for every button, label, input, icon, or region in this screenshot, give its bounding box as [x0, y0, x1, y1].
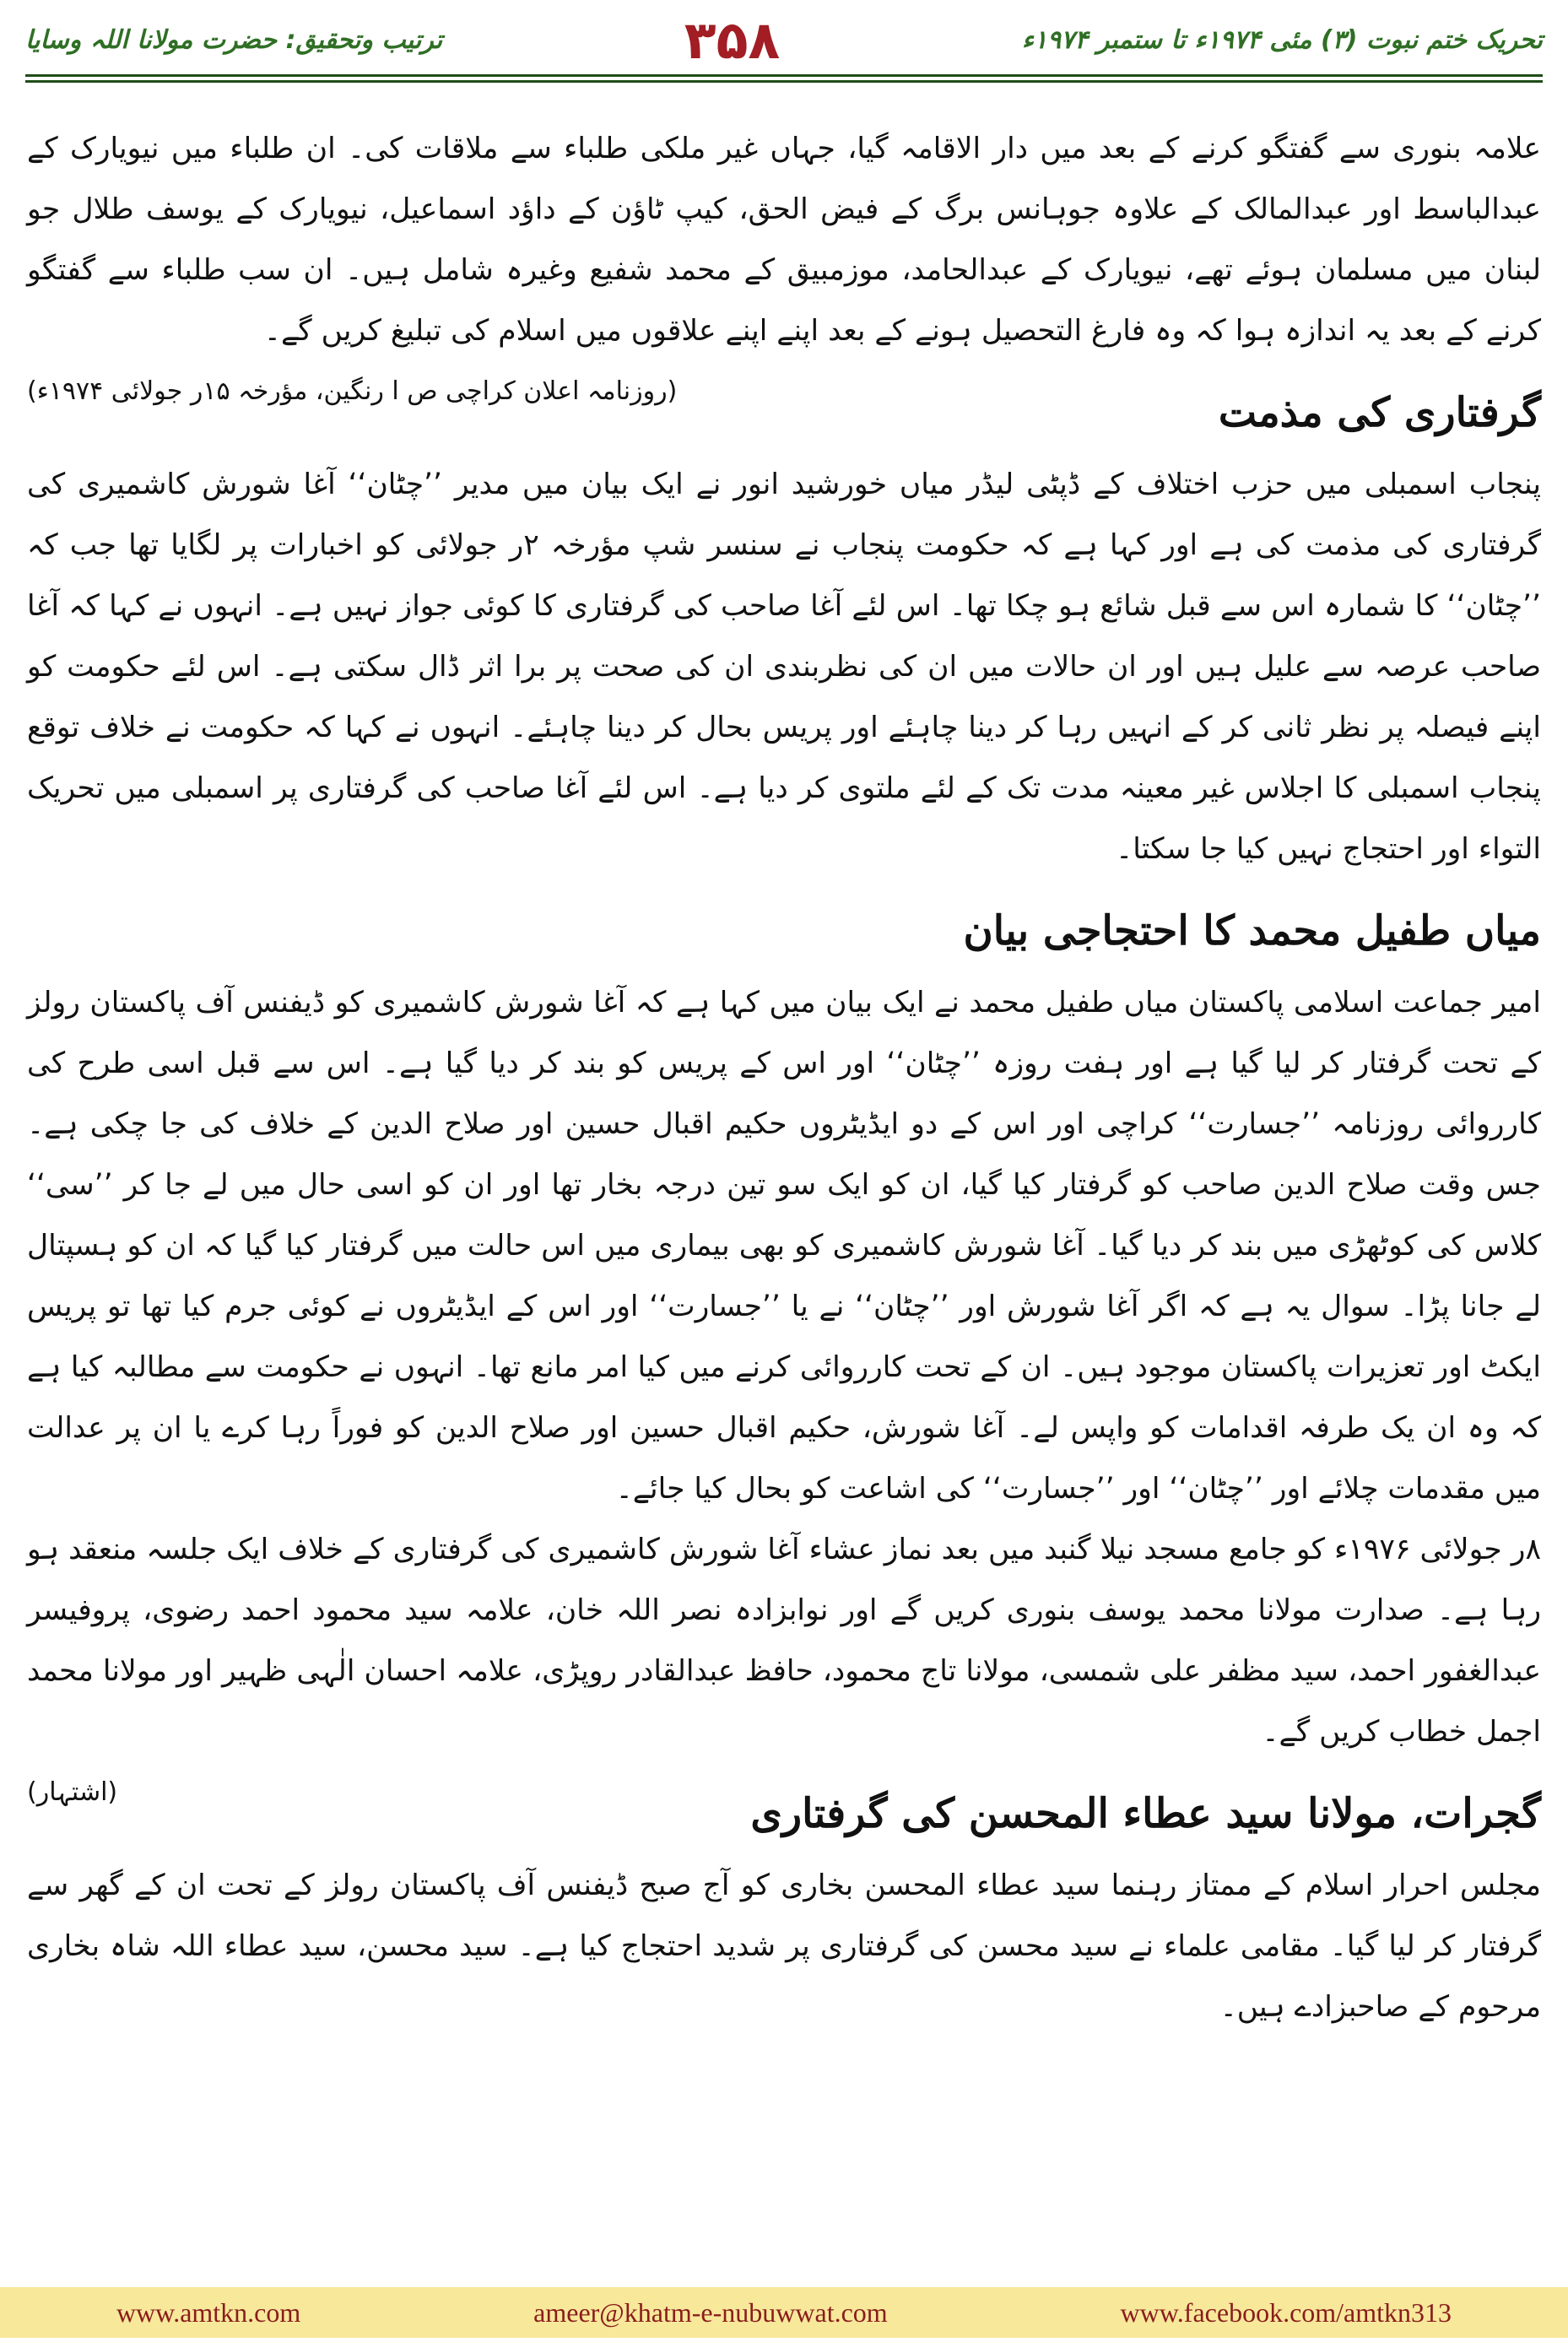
section-tufail-statement — [27, 895, 1542, 1807]
footer-website-link[interactable]: www.amtkn.com — [116, 2296, 301, 2328]
citation: (اشتہار) — [27, 1777, 118, 1807]
header-rule-top — [25, 74, 1543, 77]
section-heading: میاں طفیل محمد کا احتجاجی بیان — [963, 907, 1541, 955]
section-student-visit — [27, 118, 1541, 406]
article-body — [27, 118, 1541, 2279]
header-book-title: تحریک ختم نبوت (۳) مئی ۱۹۷۴ء تا ستمبر ۱۹۷۴ء — [1021, 25, 1543, 55]
section-heading: گجرات، مولانا سید عطاء المحسن کی گرفتاری — [750, 1790, 1541, 1837]
header-rule-bottom — [25, 80, 1543, 83]
section-arrest-condemnation — [27, 376, 1541, 879]
paragraph: مجلس احرار اسلام کے ممتاز رہنما سید عطاء المحسن بخاری کو آج صبح ڈیفنس آف پاکستان رولز کے تحت ان کے گھر سے گرفتار کر لیا گیا۔ مقامی علماء نے سید محسن کی گرفتاری پر شدید احتجاج کیا ہے۔ سید محسن، سید عطاء اللہ شاہ بخاری مرحوم کے صاحبزادے ہیں۔ — [27, 1869, 1541, 2024]
paragraph: پنجاب اسمبلی میں حزب اختلاف کے ڈپٹی لیڈر میاں خورشید انور نے ایک بیان میں مدیر ’’چٹان‘‘ آغا شورش کاشمیری کی گرفتاری کی مذمت کی ہے اور کہا ہے کہ حکومت پنجاب نے سنسر شپ مؤرخہ ۲ر جولائی کو اخبارات پر لگایا تھا جب کہ ’’چٹان‘‘ کا شمارہ اس سے قبل شائع ہو چکا تھا۔ اس لئے آغا صاحب کی گرفتاری کا کوئی جواز نہیں ہے۔ انہوں نے کہا کہ آغا صاحب عرصہ سے علیل ہیں اور ان حالات میں ان کی نظربندی ان کی صحت پر برا اثر ڈال سکتی ہے۔ اس لئے حکومت کو اپنے فیصلہ پر نظر ثانی کر کے انہیں رہا کر دینا چاہئے اور پریس بحال کر دینا چاہئے۔ انہوں نے کہا کہ حکومت نے خلاف توقع پنجاب اسمبلی کا اجلاس غیر معینہ مدت تک کے لئے ملتوی کر دیا ہے۔ اس لئے آغا صاحب کی گرفتاری پر اسمبلی میں تحریک التواء اور احتجاج نہیں کیا جا سکتا۔ — [27, 468, 1541, 866]
page-footer — [0, 2287, 1568, 2338]
footer-email-link[interactable]: ameer@khatm-e-nubuwwat.com — [533, 2296, 888, 2328]
section-heading: گرفتاری کی مذمت — [1218, 389, 1541, 436]
paragraph: امیر جماعت اسلامی پاکستان میاں طفیل محمد نے ایک بیان میں کہا ہے کہ آغا شورش کاشمیری کو ڈیفنس آف پاکستان رولز کے تحت گرفتار کر لیا گیا ہے اور ہفت روزہ ’’چٹان‘‘ اور اس کے پریس کو بند کر دیا گیا ہے۔ اس سے قبل اسی طرح کی کارروائی روزنامہ ’’جسارت‘‘ کراچی اور اس کے دو ایڈیٹروں حکیم اقبال حسین اور صلاح الدین کے خلاف کی جا چکی ہے۔ جس وقت صلاح الدین صاحب کو گرفتار کیا گیا، ان کو ایک سو تین درجہ بخار تھا اور ان کو اسی حال میں لے جا کر ’’سی‘‘ کلاس کی کوٹھڑی میں بند کر دیا گیا۔ آغا شورش کاشمیری کو بھی بیماری میں اس حالت میں گرفتار کیا گیا کہ ان کو ہسپتال لے جانا پڑا۔ سوال یہ ہے کہ اگر آغا شورش اور ’’چٹان‘‘ نے یا ’’جسارت‘‘ اور اس کے ایڈیٹروں نے کوئی جرم کیا تھا تو پریس ایکٹ اور تعزیرات پاکستان موجود ہیں۔ ان کے تحت کارروائی کرنے میں کیا امر مانع تھا۔ انہوں نے حکومت سے مطالبہ کیا ہے کہ وہ ان یک طرفہ اقدامات کو واپس لے۔ آغا شورش، حکیم اقبال حسین اور صلاح الدین کو فوراً رہا کرے یا ان پر عدالت میں مقدمات چلائے اور ’’چٹان‘‘ اور ’’جسارت‘‘ کی اشاعت کو بحال کیا جائے۔ — [27, 986, 1541, 1506]
paragraph: علامہ بنوری سے گفتگو کرنے کے بعد میں دار الاقامہ گیا، جہاں غیر ملکی طلباء سے ملاقات کی۔ ان طلباء میں نیویارک کے عبدالباسط اور عبدالمالک کے علاوہ جوہانس برگ کے فیض الحق، کیپ ٹاؤن کے داؤد اسماعیل، نیویارک کے یوسف طلال جو لبنان میں مسلمان ہوئے تھے، نیویارک کے عبدالحامد، موزمبیق کے محمد شفیع وغیرہ شامل ہیں۔ ان سب طلباء سے گفتگو کرنے کے بعد یہ اندازہ ہوا کہ وہ فارغ التحصیل ہونے کے بعد اپنے اپنے علاقوں میں اسلام کی تبلیغ کریں گے۔ — [27, 132, 1541, 348]
page-header — [0, 0, 1568, 80]
citation: (روزنامہ اعلان کراچی ص ا رنگین، مؤرخہ ۱۵ر جولائی ۱۹۷۴ء) — [27, 376, 678, 406]
page-number: ۳۵۸ — [684, 9, 781, 71]
paragraph: ۸ر جولائی ۱۹۷۶ء کو جامع مسجد نیلا گنبد میں بعد نماز عشاء آغا شورش کاشمیری کی گرفتاری کے خلاف ایک جلسہ منعقد ہو رہا ہے۔ صدارت مولانا محمد یوسف بنوری کریں گے اور نوابزادہ نصر اللہ خان، علامہ سید محمود احمد رضوی، پروفیسر عبدالغفور احمد، سید مظفر علی شمسی، مولانا تاج محمود، حافظ عبدالقادر روپڑی، علامہ احسان الٰہی ظہیر اور مولانا محمد اجمل خطاب کریں گے۔ — [27, 1533, 1542, 1749]
header-compiler: ترتیب وتحقیق: حضرت مولانا اللہ وسایا — [25, 25, 443, 55]
footer-facebook-link[interactable]: www.facebook.com/amtkn313 — [1120, 2296, 1452, 2328]
section-gujrat-arrest — [27, 1777, 1541, 2037]
